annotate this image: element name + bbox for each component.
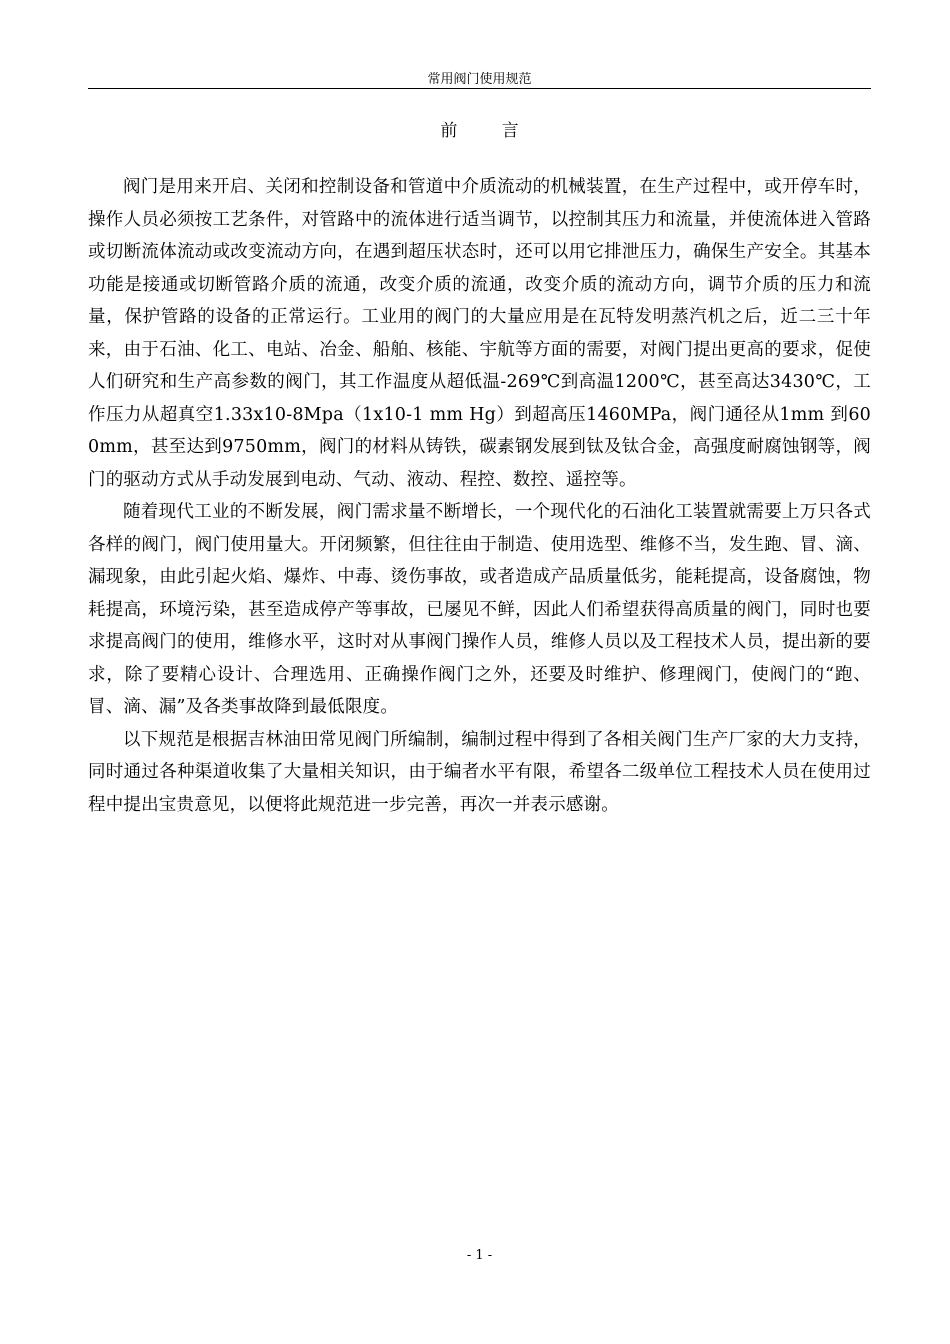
paragraph-development: 随着现代工业的不断发展，阀门需求量不断增长，一个现代化的石油化工装置就需要上万只各式各样的阀门，阀门使用量大。开闭频繁，但往往由于制造、使用选型、维修不当，发生跑、冒、滴、漏现象，由此引起火焰、爆炸、中毒、烫伤事故，或者造成产品质量低劣，能耗提高，设备腐蚀，物耗提高，环境污染，甚至造成停产等事故，已屡见不鲜，因此人们希望获得高质量的阀门，同时也要求提高阀门的使用，维修水平，这时对从事阀门操作人员，维修人员以及工程技术人员，提出新的要求，除了要精心设计、合理选用、正确操作阀门之外，还要及时维护、修理阀门，使阀门的“跑、冒、滴、漏”及各类事故降到最低限度。 bbox=[88, 502, 871, 717]
paragraph-intro: 阀门是用来开启、关闭和控制设备和管道中介质流动的机械装置，在生产过程中，或开停车时，操作人员必须按工艺条件，对管路中的流体进行适当调节，以控制其压力和流量，并使流体进入管路或切断流体流动或改变流动方向，在遇到超压状态时，还可以用它排泄压力，确保生产安全。其基本功能是接通或切断管路介质的流通，改变介质的流通，改变介质的流动方向，调节介质的压力和流量，保护管路的设备的正常运行。工业用的阀门的大量应用是在瓦特发明蒸汽机之后，近二三十年来，由于石油、化工、电站、冶金、船舶、核能、宇航等方面的需要，对阀门提出更高的要求，促使人们研究和生产高参数的阀门，其工作温度从超低温-269℃到高温1200℃，甚至高达3430℃，工作压力从超真空1.33x10-8Mpa（1x10-1 mm Hg）到超高压1460MPa，阀门通径从1mm 到600mm，甚至达到9750mm，阀门的材料从铸铁，碳素钢发展到钛及钛合金，高强度耐腐蚀钢等，阀门的驱动方式从手动发展到电动、气动、液动、程控、数控、遥控等。 bbox=[88, 177, 871, 490]
section-title: 前言 bbox=[440, 121, 563, 141]
paragraph-acknowledgement: 以下规范是根据吉林油田常见阀门所编制，编制过程中得到了各相关阀门生产厂家的大力支持，同时通过各种渠道收集了大量相关知识，由于编者水平有限，希望各二级单位工程技术人员在使用过程中提出宝贵意见，以便将此规范进一步完善，再次一并表示感谢。 bbox=[88, 729, 871, 815]
document-body bbox=[88, 171, 871, 821]
running-header: 常用阀门使用规范 bbox=[427, 72, 532, 87]
page-number: - 1 - bbox=[466, 1248, 493, 1263]
header-divider bbox=[88, 88, 871, 89]
